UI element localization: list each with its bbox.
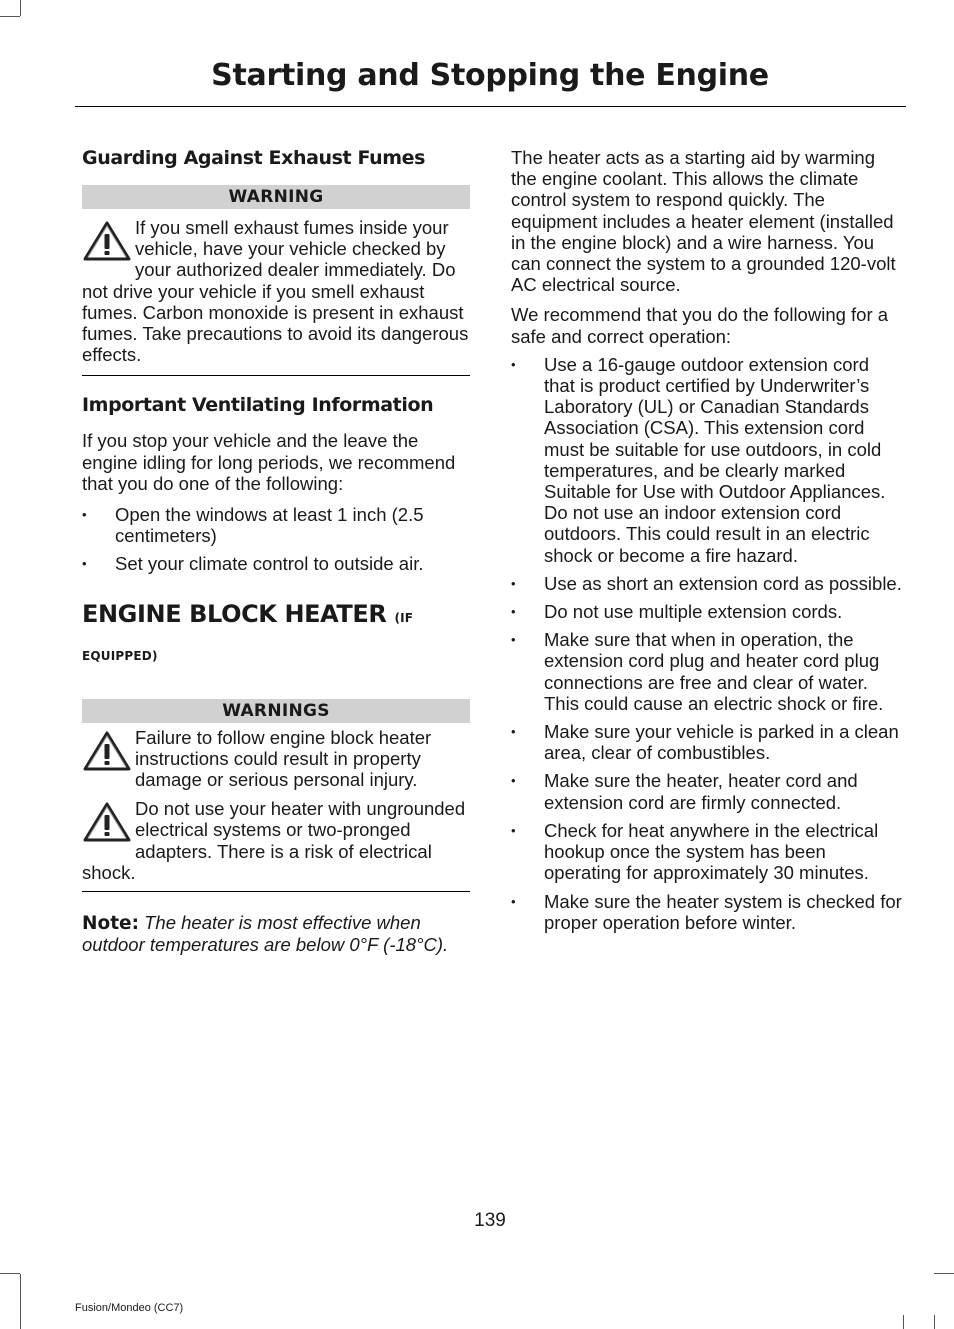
section-heading-exhaust: Guarding Against Exhaust Fumes <box>82 147 426 169</box>
warning-label: WARNING <box>82 185 470 209</box>
crop-mark <box>0 1273 20 1274</box>
note-text: The heater is most effective when outdoor temperatures are below 0°F (-18°C). <box>82 912 449 956</box>
list-item: • Make sure your vehicle is parked in a clean area, clear of combustibles. <box>511 721 903 763</box>
warnings-label: WARNINGS <box>82 699 470 723</box>
warning-text: If you smell exhaust fumes inside your vehicle, have your vehicle checked by your authorized dealer immediately. Do not drive your vehicle if you smell exhaust fumes. Carbon monoxide is present in exhaust fumes. Take precautions to avoid its dangerous effects. <box>82 217 469 366</box>
crop-mark <box>0 16 20 17</box>
list-item: • Set your climate control to outside air. <box>82 553 470 574</box>
left-column <box>82 147 470 955</box>
list-item: • Make sure the heater, heater cord and extension cord are firmly connected. <box>511 770 903 812</box>
crop-mark <box>20 1274 21 1329</box>
warning-triangle-icon <box>82 801 132 843</box>
page-number: 139 <box>474 1210 506 1231</box>
warning-block <box>82 727 470 791</box>
list-item: • Open the windows at least 1 inch (2.5 centimeters) <box>82 504 470 546</box>
list-item: • Make sure that when in operation, the extension cord plug and heater cord plug connections are free and clear of water. This could cause an electric shock or fire. <box>511 629 903 714</box>
note <box>82 912 470 955</box>
crop-mark <box>903 1315 904 1329</box>
footer-model: Fusion/Mondeo (CC7) <box>75 1302 184 1314</box>
warning-triangle-icon <box>82 220 132 262</box>
list-item: • Use as short an extension cord as possible. <box>511 573 903 594</box>
ventilating-paragraph: If you stop your vehicle and the leave the engine idling for long periods, we recommend that you do one of the following: <box>82 430 456 494</box>
list-item: • Use a 16-gauge outdoor extension cord that is product certified by Underwriter’s Laboratory (UL) or Canadian Standards Association (CSA). This extension cord must be suitable for use outdoors, in cold temperatures, and be clearly marked Suitable for Use with Outdoor Appliances. Do not use an indoor extension cord outdoors. This could result in an electric shock or become a fire hazard. <box>511 354 903 566</box>
crop-mark <box>934 1315 935 1329</box>
list-item: • Check for heat anywhere in the electrical hookup once the system has been operating for approximately 30 minutes. <box>511 820 903 884</box>
crop-mark <box>934 1273 954 1274</box>
note-label: Note: <box>82 913 139 935</box>
warning-text: Failure to follow engine block heater instructions could result in property damage or serious personal injury. <box>135 726 432 791</box>
page-title: Starting and Stopping the Engine <box>211 58 769 93</box>
list-item: • Make sure the heater system is checked for proper operation before winter. <box>511 891 903 933</box>
warning-block <box>82 798 470 883</box>
recommend-paragraph: We recommend that you do the following for a safe and correct operation: <box>511 304 889 347</box>
heater-paragraph: The heater acts as a starting aid by warming the engine coolant. This allows the climate control system to respond quickly. The equipment includes a heater element (installed in the engine block) and a wire harness. You can connect the system to a grounded 120-volt AC electrical source. <box>511 147 896 296</box>
warning-block <box>82 217 470 365</box>
title-divider <box>75 106 906 107</box>
section-title <box>82 597 470 673</box>
warning-triangle-icon <box>82 730 132 772</box>
warning-text: Do not use your heater with ungrounded electrical systems or two-pronged adapters. There is a risk of electrical shock. <box>82 798 466 883</box>
ventilating-list <box>82 504 470 575</box>
section-title-main: ENGINE BLOCK HEATER <box>82 599 387 628</box>
safety-list <box>511 354 903 933</box>
right-column <box>511 147 903 933</box>
crop-mark <box>20 0 21 16</box>
section-title-qualifier: (IF EQUIPPED) <box>82 610 414 663</box>
section-heading-ventilating: Important Ventilating Information <box>82 394 434 417</box>
list-item: • Do not use multiple extension cords. <box>511 601 903 622</box>
